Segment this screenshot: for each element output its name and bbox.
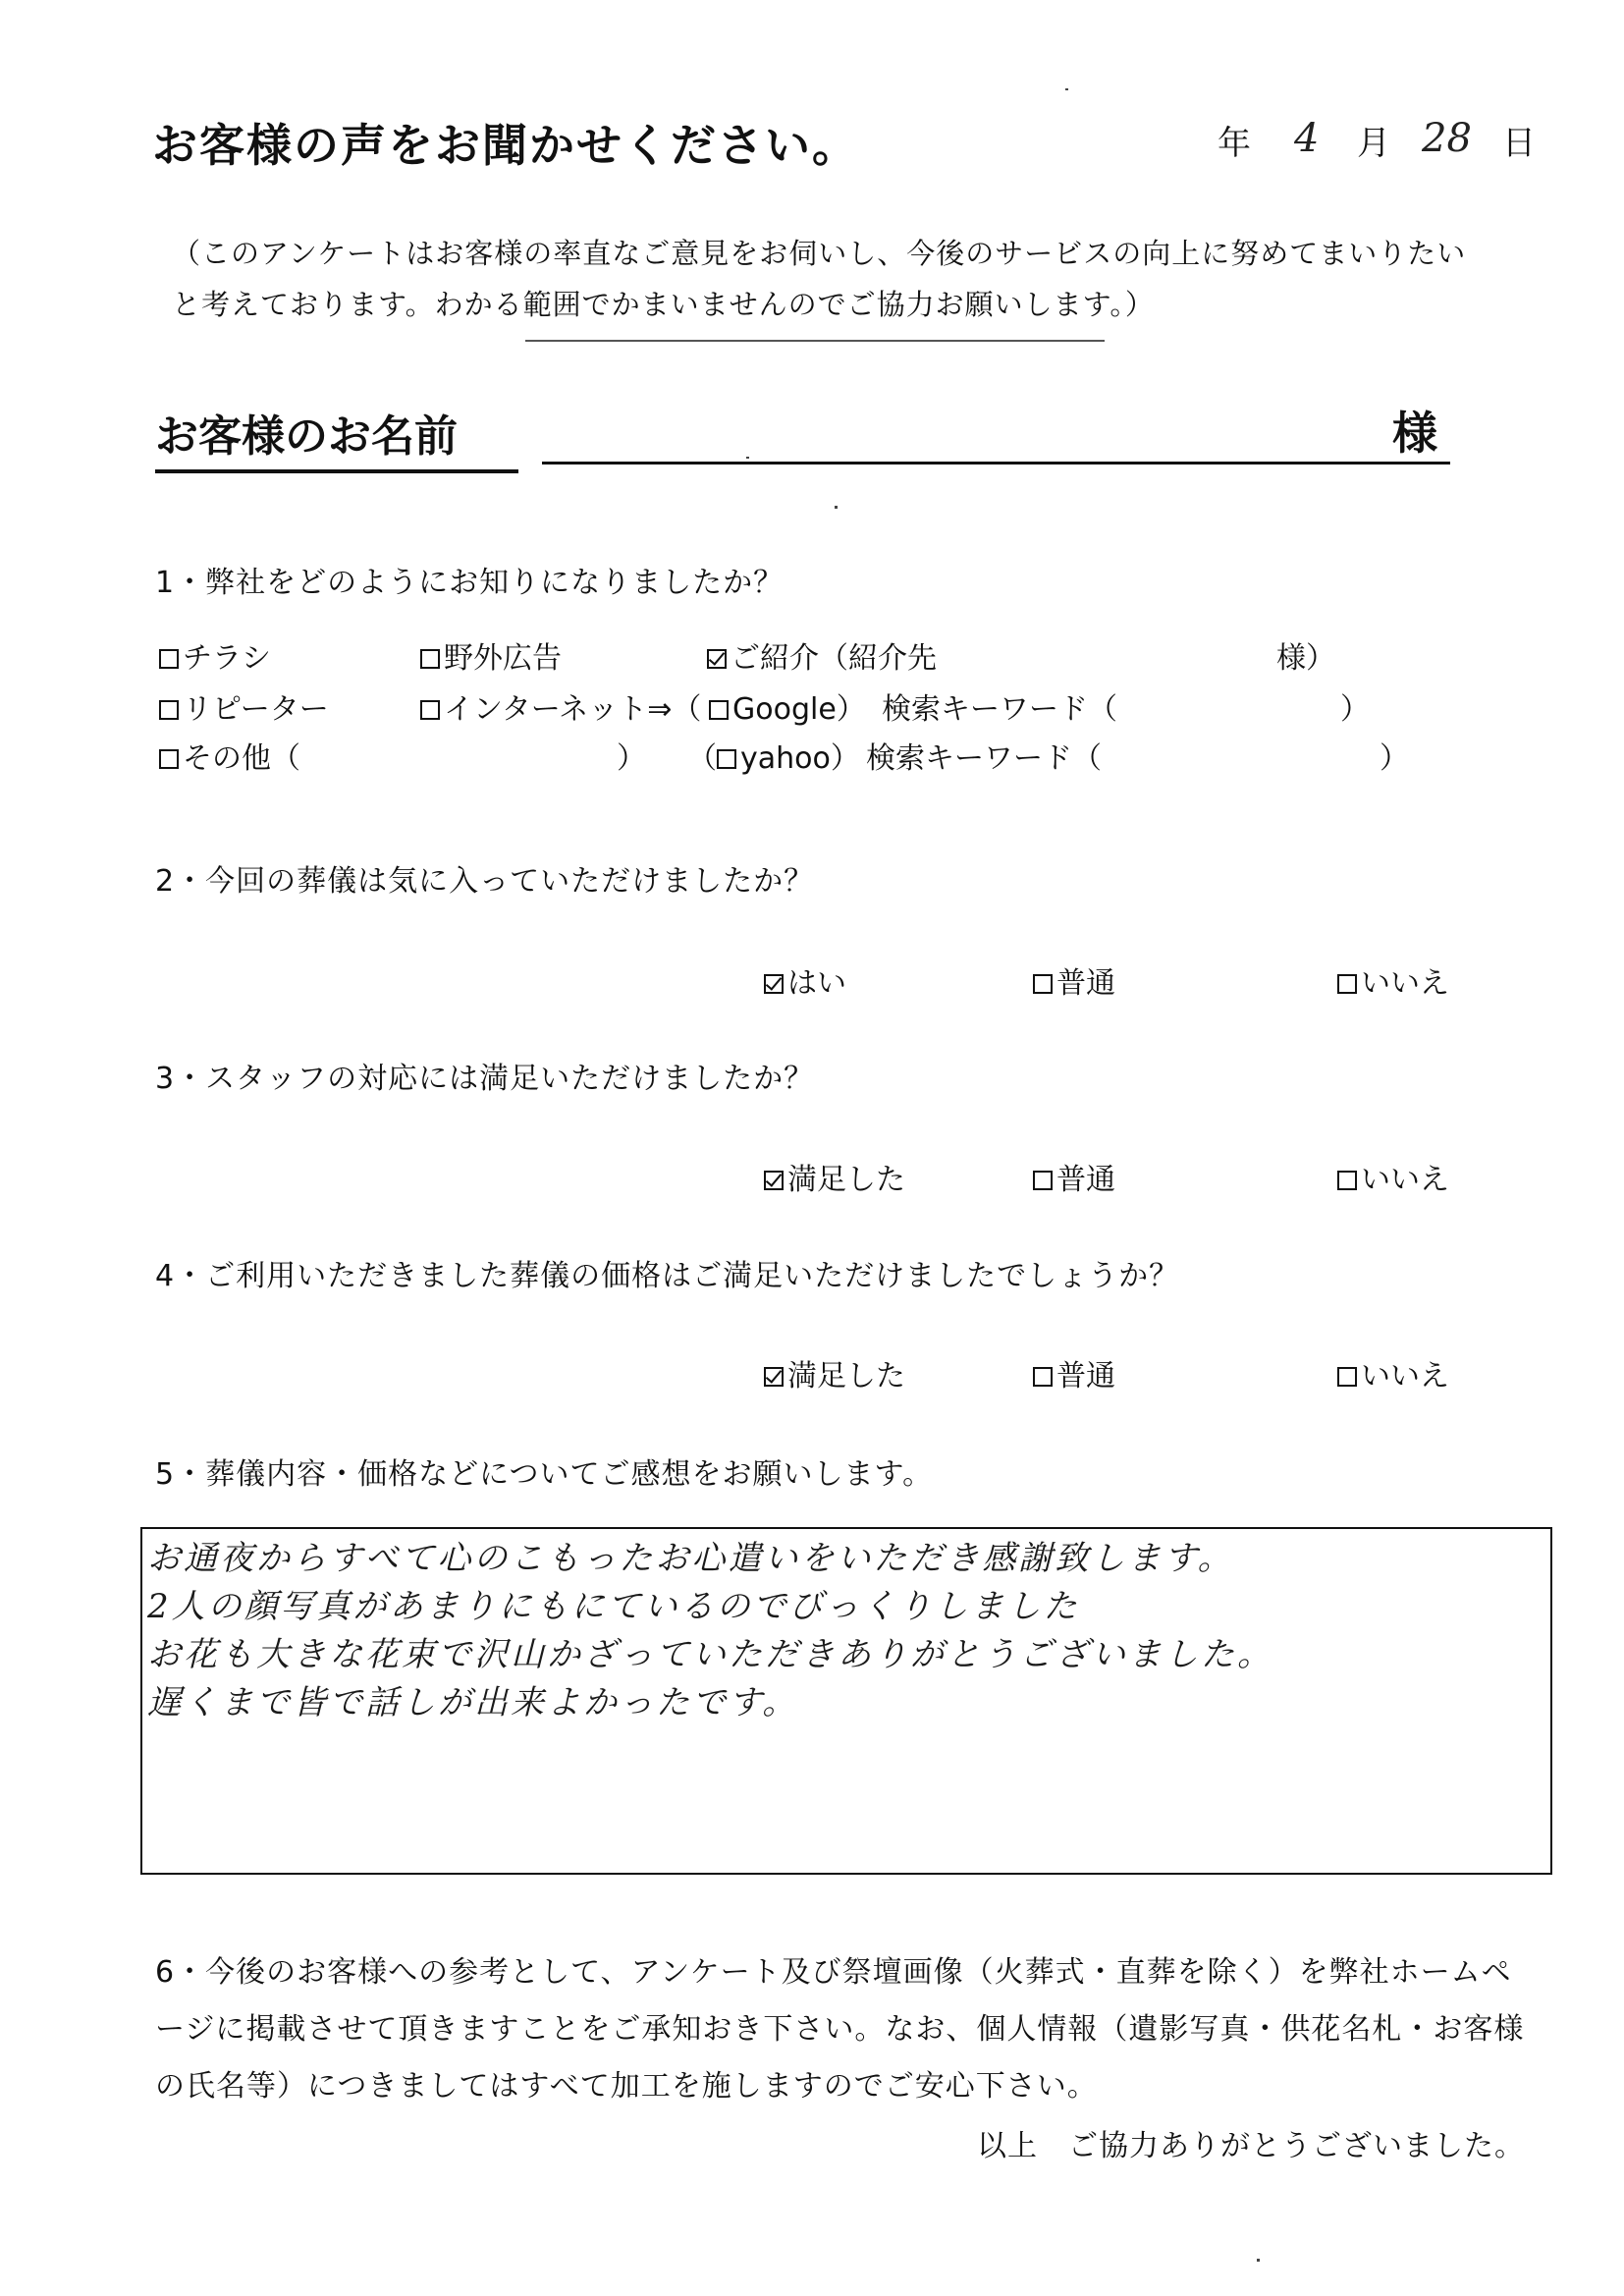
q1-option-referral[interactable] [707, 633, 937, 677]
q3-option-no[interactable] [1337, 1155, 1449, 1198]
customer-name-label: お客様のお名前 [155, 401, 518, 473]
q1-google-keyword-close: ） [1340, 692, 1370, 727]
checkbox-q3-no[interactable] [1337, 1171, 1357, 1190]
q4-option-no-label: いいえ [1361, 1359, 1449, 1394]
q4-option-satisfied[interactable] [764, 1351, 905, 1394]
q1-referral-suffix: 様） [1276, 641, 1335, 676]
q1-option-yahoo-label: yahoo） [740, 741, 860, 776]
q1-question: 1・弊社をどのようにお知りになりましたか？ [155, 566, 785, 600]
q1-option-outdoor-ad-label: 野外広告 [444, 641, 562, 676]
q3-option-satisfied-label: 満足した [787, 1163, 905, 1197]
checkbox-outdoor-ad[interactable] [420, 649, 440, 669]
q2-option-no-label: いいえ [1361, 966, 1449, 1001]
date-month [1294, 116, 1319, 161]
q1-option-outdoor-ad[interactable] [420, 633, 562, 677]
q1-option-other[interactable] [159, 734, 300, 777]
checkbox-q2-yes[interactable] [764, 974, 784, 994]
customer-name-suffix: 様 [1392, 407, 1437, 460]
checkbox-referral[interactable] [707, 649, 727, 669]
q4-option-no[interactable] [1337, 1351, 1449, 1394]
intro-text: （このアンケートはお客様の率直なご意見をお伺いし、今後のサービスの向上に努めてまいりたいと考えております。わかる範囲でかまいませんのでご協力お願いします。） [172, 237, 1467, 321]
q1-other-close: ） [617, 741, 646, 776]
q1-yahoo-keyword-label: 検索キーワード（ [866, 741, 1102, 776]
checkbox-q4-normal[interactable] [1033, 1367, 1053, 1387]
checkbox-q4-no[interactable] [1337, 1367, 1357, 1387]
q1-option-other-label: その他（ [183, 741, 300, 776]
q2-option-yes[interactable] [764, 958, 846, 1002]
q5-answer-line-3: お花も大きな花束で沢山かざっていただきありがとうございました。 [147, 1635, 1273, 1674]
q1-google-keyword-label: 検索キーワード（ [882, 692, 1117, 727]
intro-divider [525, 340, 1105, 342]
q3-option-normal[interactable] [1033, 1155, 1115, 1198]
checkbox-internet[interactable] [420, 700, 440, 720]
q4-option-normal-label: 普通 [1056, 1359, 1115, 1394]
q1-option-repeater-label: リピーター [183, 692, 329, 727]
scan-speck [1065, 88, 1068, 90]
scan-speck [1257, 2259, 1260, 2262]
q1-option-google-label: Google） [732, 692, 866, 727]
q2-question: 2・今回の葬儀は気に入っていただけましたか？ [155, 864, 815, 899]
checkbox-other[interactable] [159, 749, 179, 769]
q2-option-yes-label: はい [787, 966, 846, 1001]
date-day-value: 28 [1422, 116, 1472, 161]
q1-option-flyer[interactable] [159, 633, 271, 677]
checkbox-q2-normal[interactable] [1033, 974, 1053, 994]
scan-speck [835, 506, 838, 509]
customer-name-field[interactable] [542, 452, 1450, 465]
date-month-value: 4 [1294, 116, 1320, 161]
checkbox-q3-normal[interactable] [1033, 1171, 1053, 1190]
q6-notice: 6・今後のお客様への参考として、アンケート及び祭壇画像（火葬式・直葬を除く）を弊社ホームページに掲載させて頂きますことをご承知おき下さい。なお、個人情報（遺影写真・供花名札・お客様の氏名等）につきましてはすべて加工を施しますのでご安心下さい。 [155, 1955, 1525, 2104]
q1-option-repeater[interactable] [159, 684, 329, 728]
q1-yahoo-keyword-close: ） [1380, 741, 1409, 776]
q3-option-normal-label: 普通 [1056, 1163, 1115, 1197]
q1-option-referral-label: ご紹介（紹介先 [731, 641, 937, 676]
checkbox-q4-satisfied[interactable] [764, 1367, 784, 1387]
date-year-unit: 年 [1218, 124, 1251, 163]
checkbox-repeater[interactable] [159, 700, 179, 720]
q2-option-normal-label: 普通 [1056, 966, 1115, 1001]
q2-option-no[interactable] [1337, 958, 1449, 1002]
q1-option-google[interactable] [709, 684, 866, 728]
checkbox-flyer[interactable] [159, 649, 179, 669]
q3-option-no-label: いいえ [1361, 1163, 1449, 1197]
q5-question: 5・葬儀内容・価格などについてご感想をお願いします。 [155, 1457, 934, 1492]
checkbox-q2-no[interactable] [1337, 974, 1357, 994]
q1-option-flyer-label: チラシ [183, 641, 271, 676]
q5-answer-line-4: 遅くまで皆で話しが出来よかったです。 [147, 1683, 799, 1722]
q4-question: 4・ご利用いただきました葬儀の価格はご満足いただけましたでしょうか？ [155, 1259, 1180, 1293]
closing-text: 以上 ご協力ありがとうございました。 [977, 2129, 1525, 2163]
q5-answer-line-2: 2人の顔写真があまりにもにているのでびっくりしました [147, 1587, 1080, 1626]
date-day-unit: 日 [1502, 124, 1536, 163]
date-month-unit: 月 [1357, 124, 1390, 163]
q2-option-normal[interactable] [1033, 958, 1115, 1002]
q4-option-normal[interactable] [1033, 1351, 1115, 1394]
q1-option-yahoo[interactable] [687, 734, 860, 777]
q5-answer [147, 1535, 1273, 1727]
checkbox-q3-satisfied[interactable] [764, 1171, 784, 1190]
q1-yahoo-open: （ [687, 741, 717, 776]
q5-answer-line-1: お通夜からすべて心のこもったお心遣いをいただき感謝致します。 [147, 1539, 1234, 1578]
scan-speck [746, 457, 749, 459]
q1-option-internet[interactable] [420, 684, 701, 728]
date-day [1422, 116, 1472, 161]
checkbox-google[interactable] [709, 700, 729, 720]
page-title: お客様の声をお聞かせください。 [152, 119, 859, 172]
q3-option-satisfied[interactable] [764, 1155, 905, 1198]
checkbox-yahoo[interactable] [717, 749, 736, 769]
q3-question: 3・スタッフの対応には満足いただけましたか？ [155, 1062, 815, 1096]
q1-option-internet-label: インターネット⇒（ [444, 692, 702, 727]
q4-option-satisfied-label: 満足した [787, 1359, 905, 1394]
